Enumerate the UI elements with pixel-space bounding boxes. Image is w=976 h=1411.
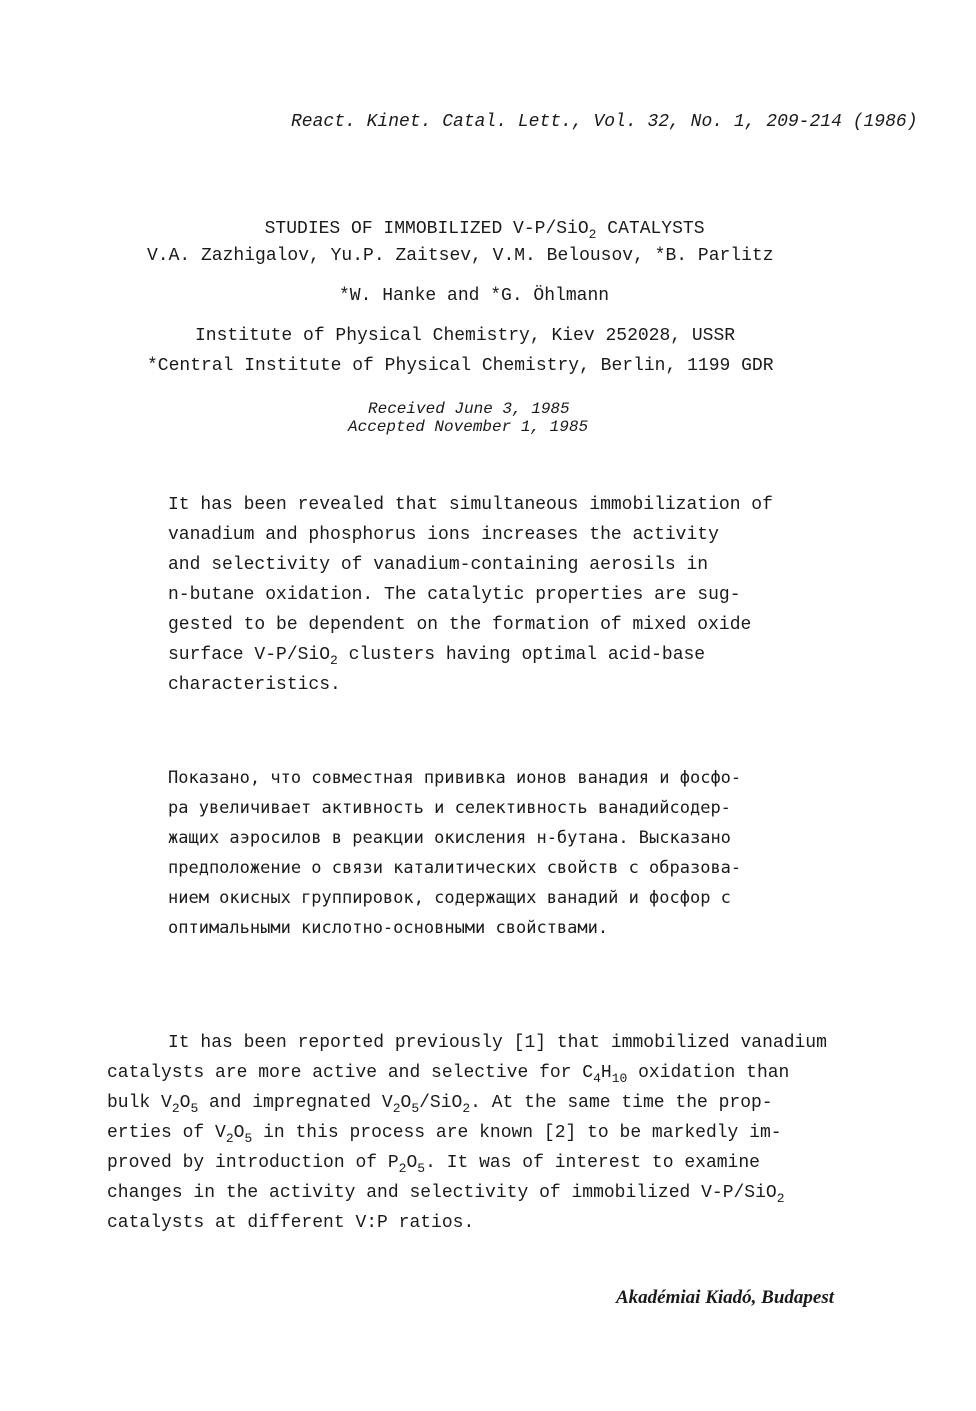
abstract-ru-line: нием окисных группировок, содержащих ванадий и фосфор с [168,888,731,908]
abstract-ru-line: ра увеличивает активность и селективность ванадийсодер- [168,798,731,818]
text-segment: . At the same time the prop- [470,1093,773,1113]
title-subscript: 2 [588,227,597,242]
paper-title [243,196,705,240]
body-line: It has been reported previously [1] that immobilized vanadium [168,1033,827,1053]
body-text [107,1028,827,1238]
abstract-en-line [168,640,773,670]
text-segment: O [179,1093,191,1113]
abstract-en-line: n-butane oxidation. The catalytic properties are sug- [168,585,741,605]
abstract-ru-line: Показано, что совместная прививка ионов ванадия и фосфо- [168,768,742,788]
abstract-en-line: vanadium and phosphorus ions increases the activity [168,525,719,545]
text-segment: O [400,1093,412,1113]
text-segment: proved by introduction of P [107,1153,399,1173]
subscript: 5 [190,1101,199,1116]
subscript: 2 [330,653,338,668]
text-segment: and impregnated V [198,1093,393,1113]
subscript: 4 [593,1071,601,1086]
journal-reference: React. Kinet. Catal. Lett., Vol. 32, No. 1, 209-214 (1986) [291,112,918,132]
subscript: 2 [171,1101,180,1116]
body-line: catalysts at different V:P ratios. [107,1213,475,1233]
text-segment: bulk V [107,1093,172,1113]
abstract-en-line: characteristics. [168,675,341,695]
text-segment: . It was of interest to examine [425,1153,760,1173]
publisher: Akadémiai Kiadó, Budapest [616,1287,834,1308]
text-segment: /SiO [419,1093,463,1113]
abstract-english [168,490,773,700]
subscript: 2 [392,1101,401,1116]
abstract-russian [168,763,741,943]
text-segment: erties of V [107,1123,226,1143]
text-segment: O [233,1123,245,1143]
text-segment: changes in the activity and selectivity of immobilized V-P/SiO [107,1183,777,1203]
abstract-ru-line: оптимальными кислотно-основными свойствами. [168,918,609,938]
authors-line-1: V.A. Zazhigalov, Yu.P. Zaitsev, V.M. Belousov, *B. Parlitz [147,246,774,266]
accepted-date: Accepted November 1, 1985 [348,418,589,436]
abstract-en-line: It has been revealed that simultaneous immobilization of [168,495,773,515]
subscript: 2 [398,1161,407,1176]
subscript: 2 [462,1101,471,1116]
subscript: 2 [776,1191,785,1206]
text-segment: in this process are known [2] to be markedly im- [252,1123,782,1143]
text-segment: catalysts are more active and selective for C [107,1063,594,1083]
text-segment: surface V-P/SiO [168,645,331,665]
subscript: 2 [225,1131,234,1146]
subscript: 5 [411,1101,420,1116]
subscript: 5 [244,1131,253,1146]
body-line [107,1088,827,1118]
title-text: STUDIES OF IMMOBILIZED V-P/SiO [264,219,589,239]
abstract-en-line: and selectivity of vanadium-containing aerosils in [168,555,709,575]
subscript: 10 [611,1071,628,1086]
abstract-ru-line: жащих аэросилов в реакции окисления н-бутана. Высказано [168,828,731,848]
body-line [107,1148,827,1178]
body-line [107,1118,827,1148]
text-segment: clusters having optimal acid-base [337,645,706,665]
affiliation-1: Institute of Physical Chemistry, Kiev 252028, USSR [195,326,736,346]
body-line [107,1178,827,1208]
abstract-en-line: gested to be dependent on the formation of mixed oxide [168,615,752,635]
abstract-ru-line: предположение о связи каталитических свойств с образова- [168,858,742,878]
title-text-end: CATALYSTS [596,219,705,239]
text-segment: oxidation than [627,1063,790,1083]
text-segment: H [600,1063,612,1083]
affiliation-2: *Central Institute of Physical Chemistry, Berlin, 1199 GDR [147,356,774,376]
authors-line-2: *W. Hanke and *G. Öhlmann [339,286,610,306]
body-line [107,1058,827,1088]
text-segment: O [406,1153,418,1173]
received-date: Received June 3, 1985 [368,400,570,418]
subscript: 5 [417,1161,426,1176]
